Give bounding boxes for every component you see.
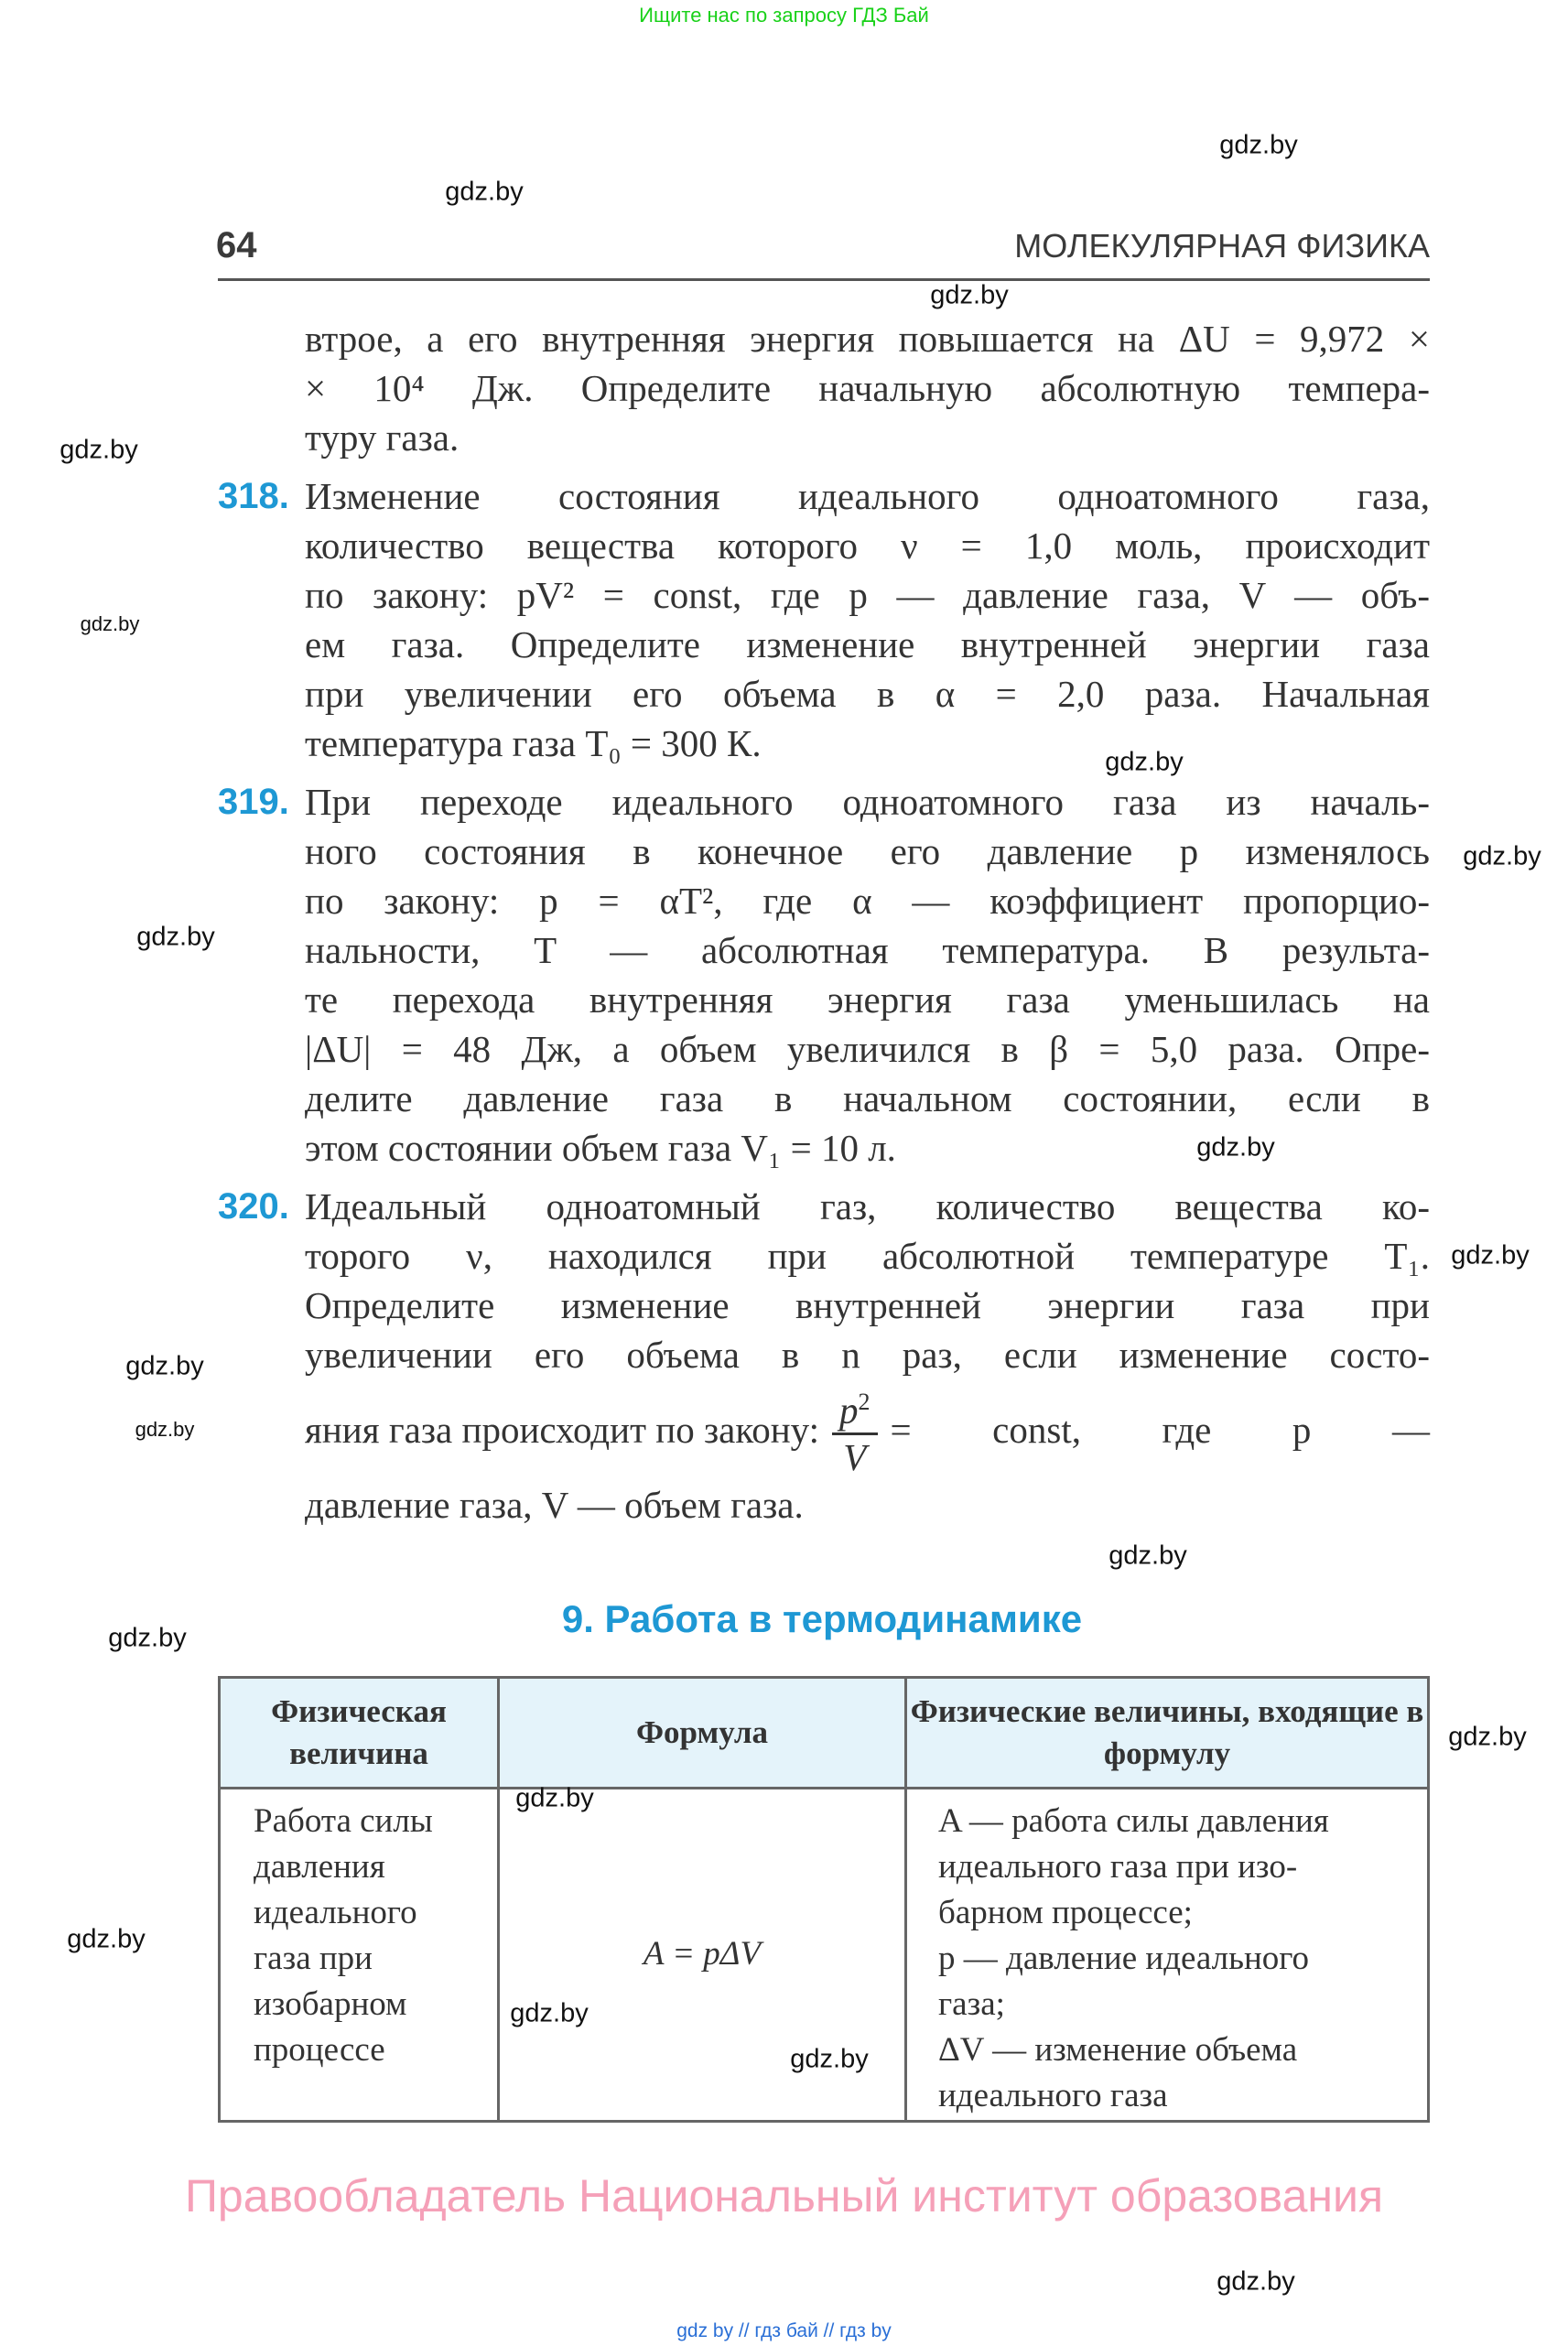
text-line: по закону: p = αT², где α — коэффициент пропорцио- [305,880,1430,922]
problem-number: 319. [218,782,289,822]
copyright-owner: Правообладатель Национальный институт образования [184,2170,1384,2222]
text-line: по закону: pV² = const, где p — давление газа, V — объ- [305,574,1430,616]
problem-318 [218,471,1430,768]
cell-line: давления [254,1848,385,1886]
cell-line: идеального [254,1894,417,1931]
fraction-formula [832,1380,878,1479]
watermark: gdz.by [108,1623,187,1653]
text-line: ем газа. Определите изменение внутренней энергии газа [305,623,1430,665]
fraction-numerator [832,1380,878,1435]
cell-line: идеального газа при изо- [938,1848,1298,1886]
formula-cell: A = pΔV [499,1789,906,2122]
cell-line: барном процессе; [938,1894,1193,1931]
text-line: втрое, а его внутренняя энергия повышается на ΔU = 9,972 × [305,318,1430,360]
text-line: увеличении его объема в n раз, если изменение состо- [305,1334,1430,1376]
running-head: МОЛЕКУЛЯРНАЯ ФИЗИКА [1014,227,1430,265]
variables-cell [906,1789,1429,2122]
watermark: gdz.by [1105,747,1184,777]
watermark: gdz.by [1451,1240,1530,1270]
text-line: Изменение состояния идеального одноатомного газа, [305,475,1430,517]
cell-line: процессе [254,2031,385,2069]
watermark: gdz.by [445,177,524,207]
text-line: ного состояния в конечное его давление p изменялось [305,830,1430,872]
cell-line: p — давление идеального [938,1940,1310,1977]
watermark: gdz.by [1448,1722,1527,1752]
cell-line: идеального газа [938,2077,1168,2114]
text-line: при увеличении его объема в α = 2,0 раза. Начальная [305,673,1430,715]
watermark: gdz.by [790,2044,869,2074]
watermark: gdz.by [59,435,138,465]
text-line: делите давление газа в начальном состоянии, если в [305,1077,1430,1119]
column-header: Физическая величина [220,1678,499,1789]
text-segment: = const, где p — [890,1409,1430,1451]
cell-line: изобарном [254,1985,407,2023]
watermark: gdz.by [1219,130,1298,160]
fraction-denominator: V [843,1435,867,1478]
formula-line [305,1379,1430,1480]
problems-text [218,314,1430,1539]
text-line: При переходе идеального одноатомного газа из началь- [305,781,1430,823]
header-rule [218,278,1430,281]
text-line: давление газа, V — объем газа. [305,1484,804,1526]
watermark: gdz.by [125,1351,204,1381]
section-title: 9. Работа в термодинамике [561,1597,1083,1640]
column-header: Физические величины, входящие в формулу [906,1678,1429,1789]
watermark: gdz.by [1108,1541,1187,1571]
text-line: нальности, T — абсолютная температура. В результа- [305,929,1430,971]
text-line: этом состоянии объем газа V₁ = 10 л. [305,1127,896,1169]
page-number: 64 [216,225,257,265]
table-header-row [220,1678,1429,1789]
text-line: температура газа T₀ = 300 К. [305,722,762,764]
cell-line: ΔV — изменение объема [938,2031,1298,2069]
watermark: gdz.by [1217,2266,1295,2297]
problem-319 [218,777,1430,1173]
watermark: gdz.by [930,280,1009,310]
cell-line: газа; [938,1985,1005,2023]
watermark: gdz.by [1463,841,1541,871]
problem-320 [218,1182,1430,1530]
problem-317-continued [218,314,1430,462]
text-line: количество вещества которого ν = 1,0 моль, происходит [305,524,1430,567]
cell-line: Работа силы [254,1802,433,1840]
watermark: gdz.by [1196,1132,1275,1162]
cell-line: A — работа силы давления [938,1802,1329,1840]
watermark: gdz.by [510,1998,589,2028]
watermark: gdz.by [80,612,140,635]
text-line: те перехода внутренняя энергия газа уменьшилась на [305,978,1430,1021]
exponent: 2 [858,1389,871,1416]
cell-line: газа при [254,1940,373,1977]
text-line: × 10⁴ Дж. Определите начальную абсолютную темпера- [305,367,1430,409]
watermark: gdz.by [67,1924,146,1954]
text-line: Определите изменение внутренней энергии газа при [305,1284,1430,1326]
text-line: торого ν, находился при абсолютной температуре T₁. [305,1235,1430,1277]
watermark: gdz.by [515,1783,594,1813]
text-line: туру газа. [305,416,460,459]
search-hint-banner: Ищите нас по запросу ГДЗ Бай [639,4,929,27]
numerator-symbol: p [839,1389,859,1432]
text-segment: яния газа происходит по закону: [305,1409,819,1451]
bottom-links[interactable]: gdz by // гдз бай // гдз by [676,2320,892,2341]
text-line: |ΔU| = 48 Дж, а объем увеличился в β = 5,0 раза. Опре- [305,1028,1430,1070]
quantity-cell [220,1789,499,2122]
problem-number: 320. [218,1186,289,1227]
problem-number: 318. [218,476,289,516]
watermark: gdz.by [135,1418,195,1441]
text-line: Идеальный одноатомный газ, количество вещества ко- [305,1185,1430,1227]
column-header: Формула [499,1678,906,1789]
watermark: gdz.by [136,922,215,952]
